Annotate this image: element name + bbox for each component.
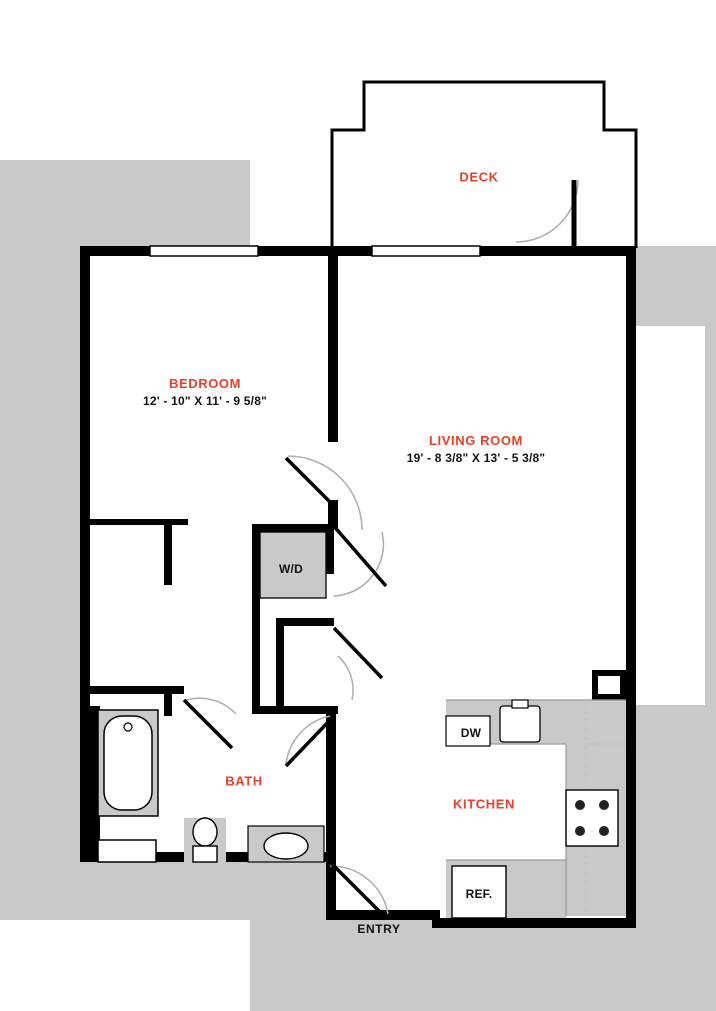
room-label-living-room [407,433,546,465]
room-label-deck: DECK [459,169,499,185]
appliance-label-dishwasher: DW [460,726,482,740]
room-label-kitchen: KITCHEN [453,796,515,812]
washer-dryer-unit [260,532,326,598]
living-room-name: LIVING ROOM [429,433,523,448]
room-label-bedroom [143,376,267,408]
appliance-label-refrigerator: REF. [465,887,493,901]
bedroom-name: BEDROOM [168,376,242,391]
deck-area [332,82,636,248]
room-label-bath: BATH [225,773,263,789]
appliance-label-washer-dryer: W/D [279,562,303,576]
bedroom-dimensions: 12' - 10" X 11' - 9 5/8" [143,394,267,408]
unit-interior [80,246,636,928]
entry-marker-label: ENTRY [357,922,401,936]
living-room-dimensions: 19' - 8 3/8" X 13' - 5 3/8" [406,451,546,465]
